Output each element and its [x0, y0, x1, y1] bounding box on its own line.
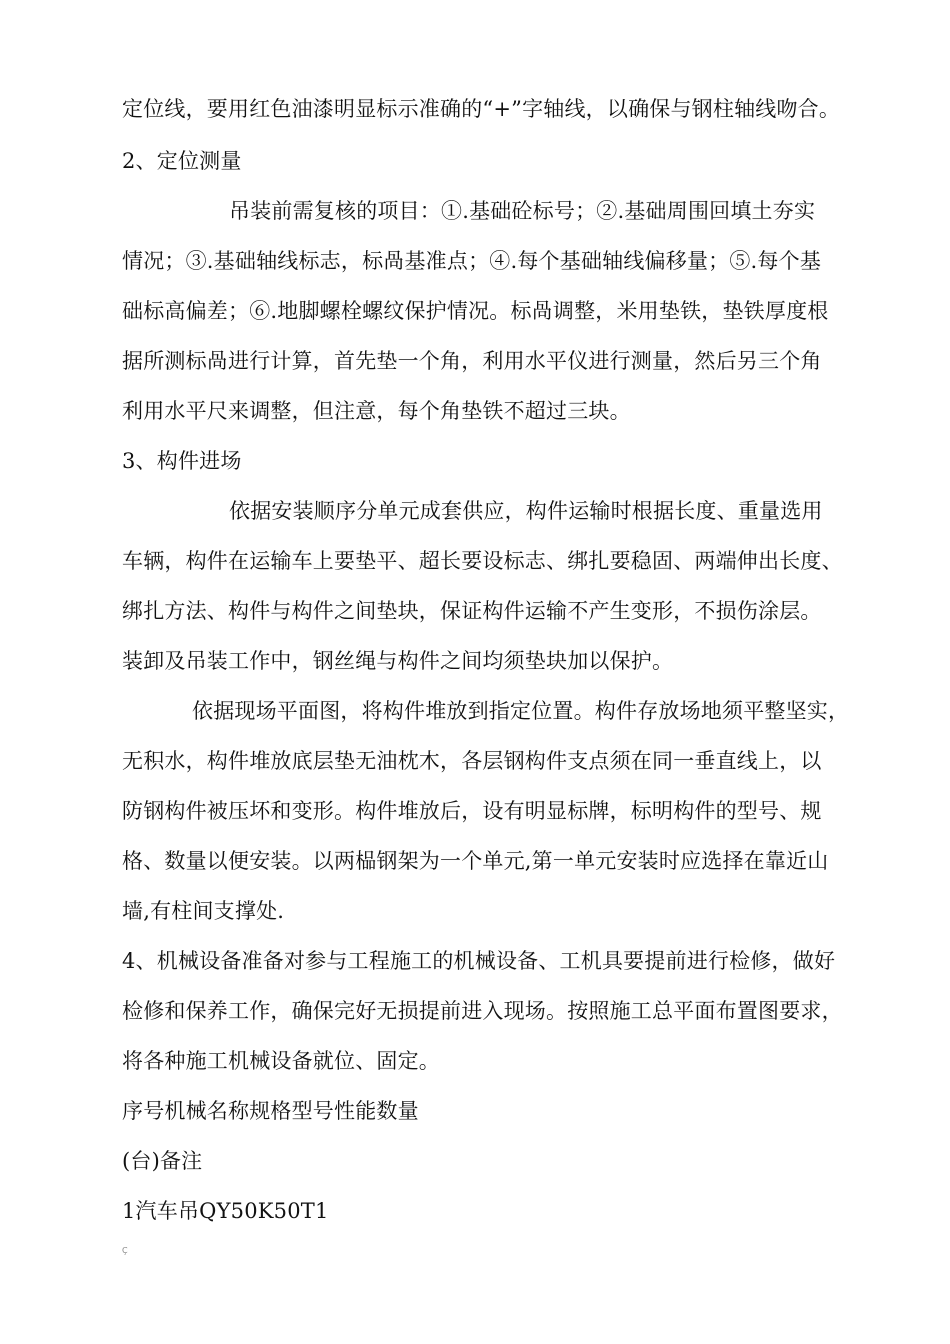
- table-header-line-1: 序号机械名称规格型号性能数量: [122, 1099, 419, 1123]
- text-line-6: 据所测标咼进行计算，首先垫一个角，利用水平仪进行测量，然后另三个角: [122, 349, 822, 373]
- heading-positioning-survey: 2、定位测量: [122, 149, 242, 173]
- text-line-10: 车辆，构件在运输车上要垫平、超长要设标志、绑扎要稳固、两端伸出长度、: [122, 549, 843, 573]
- text-line-5: 础标高偏差；⑥.地脚螺栓螺纹保护情况。标咼调整，米用垫铁，垫铁厚度根: [122, 299, 829, 323]
- text-line-7: 利用水平尺来调整，但注意，每个角垫铁不超过三块。: [122, 399, 631, 423]
- text-line-20: 将各种施工机械设备就位、固定。: [122, 1049, 440, 1073]
- heading-machinery-preparation: 4、机械设备准备对参与工程施工的机械设备、工机具要提前进行检修，做好: [122, 949, 836, 973]
- heading-component-entry: 3、构件进场: [122, 449, 242, 473]
- text-line-11: 绑扎方法、构件与构件之间垫块，保证构件运输不产生变形，不损伤涂层。: [122, 599, 822, 623]
- text-line-1: 定位线，要用红色油漆明显标示准确的“+”字轴线，以确保与钢柱轴线吻合。: [122, 97, 841, 121]
- text-line-3: 吊装前需复核的项目：①.基础砼标号；②.基础周围回填土夯实: [229, 199, 816, 223]
- text-line-9: 依据安装顺序分单元成套供应，构件运输时根据长度、重量选用: [229, 499, 823, 523]
- table-header-line-2: (台)备注: [122, 1149, 203, 1173]
- page-footer-mark: Ç: [122, 1246, 128, 1255]
- text-line-19: 检修和保养工作，确保完好无损提前进入现场。按照施工总平面布置图要求，: [122, 999, 843, 1023]
- text-line-17: 墙,有柱间支撑处.: [122, 899, 285, 923]
- table-row-1: 1汽车吊QY50K50T1: [122, 1199, 329, 1223]
- text-line-16: 格、数量以便安装。以两榀钢架为一个单元,第一单元安装时应选择在靠近山: [122, 849, 829, 873]
- text-line-14: 无积水，构件堆放底层垫无油枕木，各层钢构件支点须在同一垂直线上，以: [122, 749, 822, 773]
- text-line-12: 装卸及吊装工作中，钢丝绳与构件之间均须垫块加以保护。: [122, 649, 674, 673]
- text-line-15: 防钢构件被压坏和变形。构件堆放后，设有明显标牌，标明构件的型号、规: [122, 799, 822, 823]
- text-line-13: 依据现场平面图，将构件堆放到指定位置。构件存放场地须平整坚实，: [192, 699, 850, 723]
- text-line-4: 情况；③.基础轴线标志，标咼基准点；④.每个基础轴线偏移量；⑤.每个基: [122, 249, 822, 273]
